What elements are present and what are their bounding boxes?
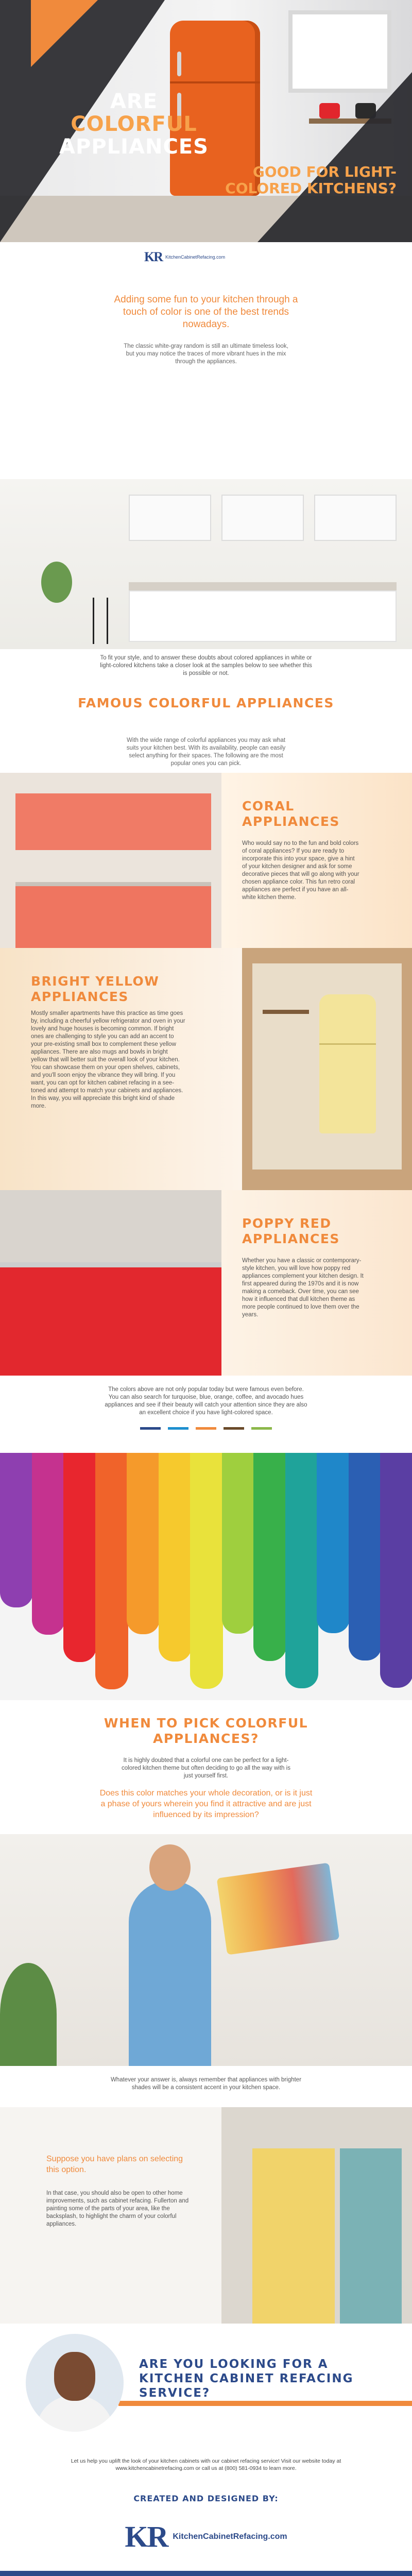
yellow-fridge-photo [242, 948, 412, 1190]
kr-logo-mark: KR [125, 2520, 168, 2553]
upper-cabinet [221, 495, 304, 541]
woman-color-samples-photo [0, 1834, 412, 2066]
brand-site-name: KitchenCabinetRefacing.com [173, 2532, 287, 2541]
paint-drip [317, 1453, 350, 1633]
paint-drip [380, 1453, 412, 1688]
kitchen-counter [129, 582, 397, 590]
hero-dark-triangle-right [258, 72, 412, 242]
woman-head [149, 1844, 191, 1891]
color-swatch [196, 1427, 216, 1430]
upper-cabinet [129, 495, 211, 541]
paint-drip [0, 1453, 33, 1607]
base-cabinet [129, 590, 397, 642]
hero-orange-triangle [31, 0, 98, 67]
plant [41, 562, 72, 603]
coral-upper-cabinet [15, 793, 211, 850]
intro-section [0, 273, 412, 479]
plans-question: Suppose you have plans on selecting this option. [46, 2155, 183, 2174]
paint-drip [285, 1453, 318, 1688]
yellow-fridge [319, 994, 376, 1133]
created-by-label: CREATED AND DESIGNED BY: [133, 2494, 279, 2503]
paint-drip [63, 1453, 96, 1662]
color-swatch [224, 1427, 244, 1430]
yellow-shelf [263, 1010, 309, 1014]
intro-lead: Adding some fun to your kitchen through a touch of color is one of the best trends nowadays. [114, 294, 298, 330]
sources-footer [0, 2571, 412, 2576]
hero-banner [0, 0, 412, 242]
brand-logo-small[interactable] [144, 249, 225, 265]
woman-body [129, 1880, 211, 2066]
coral-base-cabinet [15, 886, 211, 948]
whatever-note: Whatever your answer is, always remember that appliances with brighter shades will be a consistent accent in your kitchen space. [110, 2077, 302, 2091]
when-body: It is highly doubted that a colorful one can be perfect for a light-colored kitchen theme but often deciding to go all the way with is just yourself first. [122, 1757, 290, 1779]
hero-title-line2: COLORFUL [71, 112, 197, 136]
color-swatch [251, 1427, 272, 1430]
famous-appliances-heading: FAMOUS COLORFUL APPLIANCES [78, 696, 334, 710]
cta-accent-bar [118, 2401, 412, 2406]
paint-drip [222, 1453, 255, 1634]
colorful-cabinets-photo [221, 2107, 412, 2324]
man-face [54, 2352, 95, 2401]
man-shirt [36, 2396, 113, 2432]
upper-cabinet [314, 495, 397, 541]
coral-counter [15, 882, 211, 886]
fridge-handle [177, 52, 181, 76]
red-wall [0, 1190, 221, 1262]
yellow-body: Mostly smaller apartments have this practice as time goes by, including a cheerful yellow refrigerator and oven in your lovely and huge houses is becoming common. If bright ones are challenging to style you can add an accent to your pre-existing small box to complement these yellow appliances. There are also mugs and bowls in bright yellow that will better suit the overall look of your kitchen. You can showcase them on your open shelves, cabinets, and you'll soon enjoy the vibrance they will bring. If you want, you can opt for kitchen cabinet refacing in a see-toned and attempt to match your cabinets and appliances. In this way, you will appreciate this bright kind of shade more. [31, 1010, 185, 1109]
cta-heading: ARE YOU LOOKING FOR A KITCHEN CABINET REFACING SERVICE? [139, 2358, 354, 2400]
colors-note: The colors above are not only popular today but were famous even before. You can also search for turquoise, blue, orange, coffee, and avocado hues appliances and see if their beauty will catch your attention since they are also an excellent choice if you have light-colored space. [105, 1386, 307, 1416]
red-kitchen-photo [0, 1190, 221, 1376]
man-portrait [26, 2334, 124, 2432]
coral-heading: CORAL APPLIANCES [242, 799, 340, 829]
hero-title [0, 90, 268, 158]
brand-logo-large[interactable] [103, 2519, 309, 2554]
yellow-fridge-line [319, 1043, 376, 1045]
paint-drip [349, 1453, 382, 1660]
red-cabinet [0, 1267, 221, 1376]
photo-caption: To fit your style, and to answer these doubts about colored appliances in white or light-colored kitchens take a closer look at the samples below to see whether this is possible or not. [100, 655, 312, 676]
bar-stool [93, 598, 108, 644]
red-body: Whether you have a classic or contemporary-style kitchen, you will love how poppy red appliances complement your kitchen design. It first appeared during the 1970s and it is now making a comeback. Over time, you can see how it influenced that dull kitchen theme as more people continued to love them over the years. [242, 1258, 364, 1318]
hero-subtitle: GOOD FOR LIGHT-COLORED KITCHENS? [225, 163, 397, 197]
intro-body: The classic white-gray random is still an ultimate timeless look, but you may notice the traces of more vibrant hues in the mix through the appliances. [124, 343, 288, 365]
color-swatch [168, 1427, 188, 1430]
paint-drip [253, 1453, 286, 1661]
color-swatches [103, 1427, 309, 1430]
coral-kitchen-photo [0, 773, 221, 948]
brand-site-name: KitchenCabinetRefacing.com [165, 255, 226, 260]
hero-title-line3: APPLIANCES [59, 135, 209, 159]
teal-cabinet [340, 2148, 402, 2324]
plant [0, 1963, 57, 2066]
cta-body[interactable]: Let us help you uplift the look of your kitchen cabinets with our cabinet refacing service! Visit our website today at www.kitchencabinetrefacing.com or call us at (800) 581-0934 to learn more. [71, 2458, 341, 2471]
yellow-heading: BRIGHT YELLOW APPLIANCES [31, 974, 160, 1004]
coral-body: Who would say no to the fun and bold colors of coral appliances? If you are ready to incorporate this into your space, give a hint of your kitchen designer and ask for some decorative pieces that will go along with your chosen appliance color. This fun retro coral appliances are perfect if you have an all-white kitchen theme. [242, 840, 359, 901]
plans-body: In that case, you should also be open to other home improvements, such as cabinet refacing. Fullerton and painting some of the parts of your area, like the backsplash, to highlight the charm of your colorful appliances. [46, 2190, 189, 2227]
color-sample-fan [217, 1862, 340, 1955]
when-question: Does this color matches your whole decoration, or is it just a phase of yours wherein you find it attractive and are just influenced by its impression? [99, 1789, 313, 1819]
logo-strip [0, 242, 412, 273]
paint-drip [159, 1453, 192, 1662]
hero-title-line1: ARE [110, 90, 158, 113]
kr-logo-mark: KR [144, 249, 162, 264]
when-heading: WHEN TO PICK COLORFUL APPLIANCES? [104, 1716, 308, 1746]
paint-drip [95, 1453, 128, 1689]
famous-appliances-body: With the wide range of colorful appliances you may ask what suits your kitchen best. With its availability, people can easily select anything for their spaces. The following are the most popular ones you can pick. [126, 737, 286, 767]
paint-drip [190, 1453, 223, 1689]
yellow-cabinet [252, 2148, 335, 2324]
paint-drips-photo [0, 1453, 412, 1700]
paint-drip [32, 1453, 65, 1635]
fridge-door-line [170, 81, 260, 83]
paint-drip [127, 1453, 160, 1634]
red-heading: POPPY RED APPLIANCES [242, 1216, 340, 1246]
white-kitchen-photo [0, 479, 412, 649]
color-swatch [140, 1427, 161, 1430]
red-counter [0, 1262, 221, 1267]
